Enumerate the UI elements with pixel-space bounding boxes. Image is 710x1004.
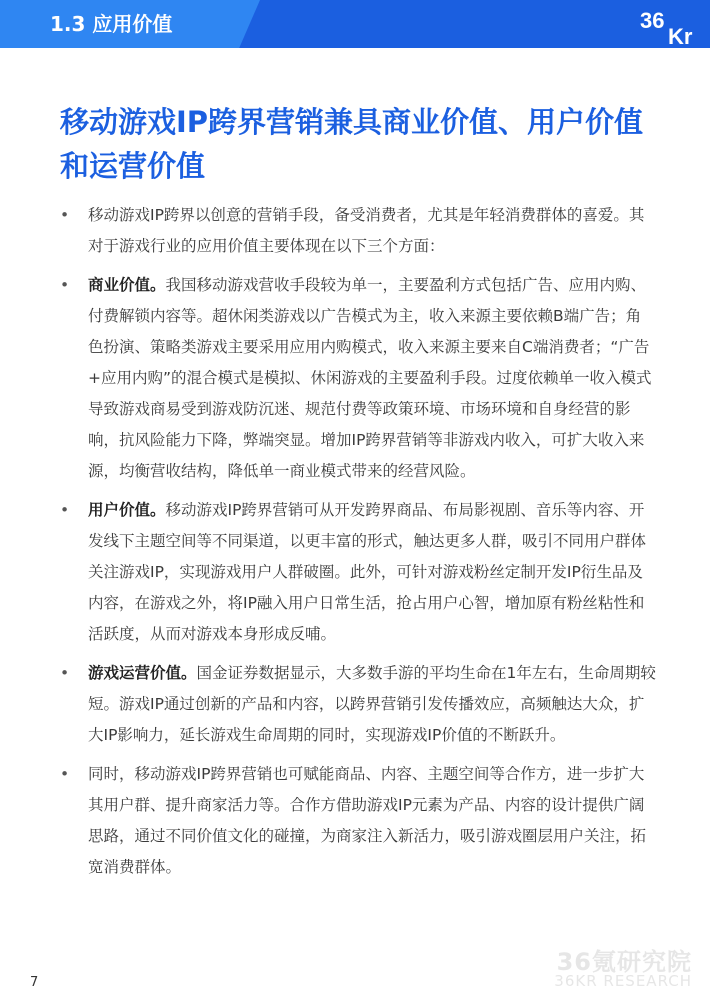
bullet-item [60, 759, 656, 883]
bullet-lead: 用户价值。 [88, 501, 166, 519]
bullet-item [60, 270, 656, 487]
page-title: 移动游戏IP跨界营销兼具商业价值、用户价值和运营价值 [60, 105, 644, 183]
36kr-logo-icon [638, 2, 702, 46]
bullet-list [60, 200, 656, 891]
bullet-item [60, 200, 656, 262]
bullet-text: 移动游戏IP跨界营销可从开发跨界商品、布局影视剧、音乐等内容、开发线下主题空间等不同渠道，以更丰富的形式，触达更多人群，吸引不同用户群体关注游戏IP，实现游戏用户人群破圈。此外，可针对游戏粉丝定制开发IP衍生品及内容，在游戏之外，将IP融入用户日常生活，抢占用户心智，增加原有粉丝粘性和活跃度，从而对游戏本身形成反哺。 [88, 501, 647, 643]
bullet-text: 移动游戏IP跨界以创意的营销手段，备受消费者，尤其是年轻消费群体的喜爱。其对于游戏行业的应用价值主要体现在以下三个方面： [88, 206, 645, 255]
bullet-text: 我国移动游戏营收手段较为单一，主要盈利方式包括广告、应用内购、付费解锁内容等。超休闲类游戏以广告模式为主，收入来源主要依赖B端广告；角色扮演、策略类游戏主要采用应用内购模式，收入来源主要来自C端消费者；“广告+应用内购”的混合模式是模拟、休闲游戏的主要盈利手段。过度依赖单一收入模式导致游戏商易受到游戏防沉迷、规范付费等政策环境、市场环境和自身经营的影响，抗风险能力下降，弊端突显。增加IP跨界营销等非游戏内收入，可扩大收入来源，均衡营收结构，降低单一商业模式带来的经营风险。 [88, 276, 652, 480]
bullet-text: 国金证券数据显示，大多数手游的平均生命在1年左右，生命周期较短。游戏IP通过创新的产品和内容，以跨界营销引发传播效应，高频触达大众，扩大IP影响力，延长游戏生命周期的同时，实现游戏IP价值的不断跃升。 [88, 664, 656, 744]
bullet-item [60, 495, 656, 650]
svg-text:Kr: Kr [668, 24, 693, 46]
bullet-lead: 商业价值。 [88, 276, 166, 294]
svg-text:36: 36 [640, 8, 665, 33]
section-title: 1.3 应用价值 [50, 12, 173, 36]
watermark-en: 36KR RESEARCH [554, 972, 692, 990]
bullet-lead: 游戏运营价值。 [88, 664, 197, 682]
bullet-item [60, 658, 656, 751]
header-bar [0, 0, 710, 48]
bullet-text: 同时，移动游戏IP跨界营销也可赋能商品、内容、主题空间等合作方，进一步扩大其用户群、提升商家活力等。合作方借助游戏IP元素为产品、内容的设计提供广阔思路，通过不同价值文化的碰撞，为商家注入新活力，吸引游戏圈层用户关注，拓宽消费群体。 [88, 765, 647, 876]
watermark-cn: 36氪研究院 [556, 948, 692, 976]
page-number: 7 [30, 975, 39, 990]
